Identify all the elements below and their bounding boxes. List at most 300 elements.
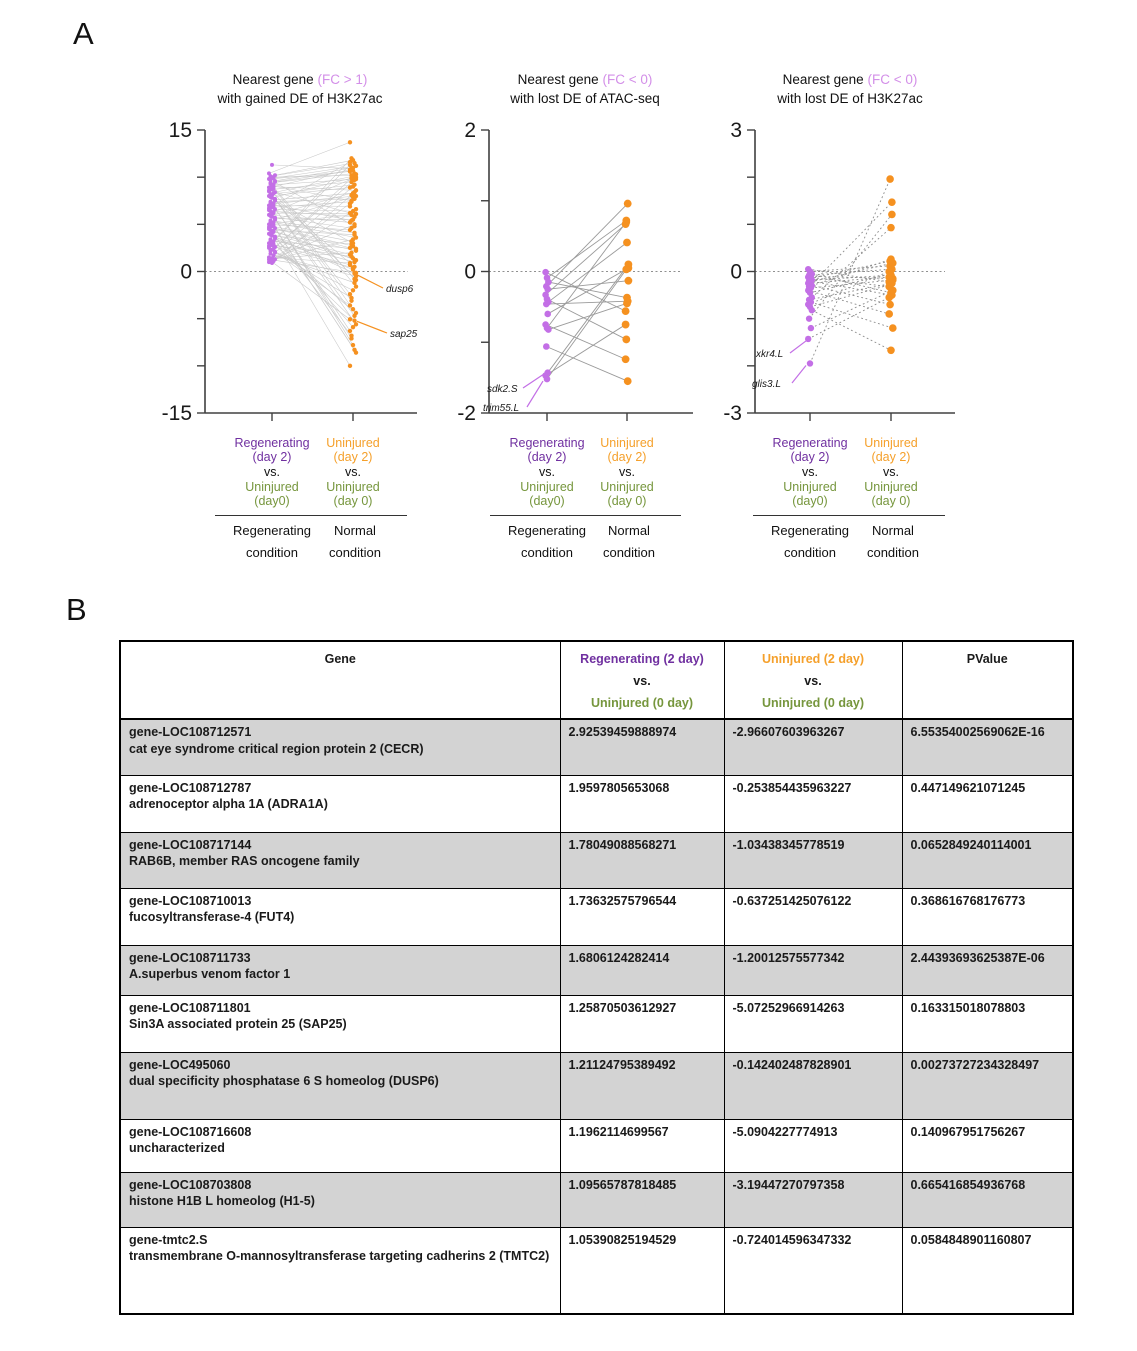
uninjured-point xyxy=(885,268,893,276)
regenerating-points xyxy=(805,266,815,367)
regenerating-point xyxy=(267,244,271,248)
regenerating-point xyxy=(544,376,551,383)
regenerating-value: 1.1962114699567 xyxy=(560,1119,724,1172)
gene-description: fucosyltransferase-4 (FUT4) xyxy=(129,910,295,924)
plot-title-fc: (FC < 0) xyxy=(867,72,918,87)
y-tick-label: 0 xyxy=(464,260,476,284)
gene-description: cat eye syndrome critical region protein 2 (CECR) xyxy=(129,741,424,756)
regenerating-point xyxy=(808,325,814,331)
label-vs: vs. xyxy=(539,465,555,479)
gene-cell xyxy=(120,832,560,888)
uninjured-point xyxy=(885,310,893,318)
uninjured-point xyxy=(348,292,352,296)
regenerating-value: 1.9597805653068 xyxy=(560,775,724,832)
label-day0: (day 0) xyxy=(871,493,911,508)
connector-line xyxy=(808,297,889,339)
uninjured-value: -0.724014596347332 xyxy=(724,1227,902,1314)
table-row xyxy=(120,1227,1073,1314)
table-row xyxy=(120,945,1073,995)
pvalue-value: 0.00273727234328497 xyxy=(902,1052,1073,1119)
uninjured-point xyxy=(354,350,358,354)
uninjured-point xyxy=(348,211,352,215)
label-day2: (day 2) xyxy=(790,449,830,464)
table-row xyxy=(120,775,1073,832)
annotation-leader-line xyxy=(527,381,543,407)
uninjured-point xyxy=(622,336,630,344)
y-tick-label: 2 xyxy=(464,120,476,142)
connector-line xyxy=(547,221,626,278)
uninjured-point xyxy=(622,321,630,329)
uninjured-point xyxy=(354,311,358,315)
uninjured-point xyxy=(886,175,894,183)
connector-line xyxy=(547,269,626,379)
uninjured-point xyxy=(354,278,358,282)
x-axis-labels xyxy=(435,437,735,513)
uninjured-point xyxy=(349,199,353,203)
label-vs: vs. xyxy=(802,465,818,479)
normal-condition-label: Normal condition xyxy=(303,515,407,564)
gene-id: gene-LOC108712571 xyxy=(129,725,252,739)
connector-line xyxy=(809,202,892,286)
uninjured-point xyxy=(886,301,894,309)
uninjured-point xyxy=(889,324,897,332)
regenerating-point xyxy=(542,269,549,276)
gene-cell xyxy=(120,719,560,775)
regenerating-point xyxy=(273,236,277,240)
regenerating-value: 2.92539459888974 xyxy=(560,719,724,775)
regenerating-value: 1.73632575796544 xyxy=(560,888,724,945)
uninjured-point xyxy=(348,261,352,265)
uninjured-point xyxy=(354,175,358,179)
header-pvalue: PValue xyxy=(902,641,1073,719)
plot-atac-lost xyxy=(435,62,735,592)
connector-line xyxy=(811,290,893,328)
annotation-leader-line xyxy=(357,275,383,288)
regenerating-point xyxy=(272,258,276,262)
gene-description: histone H1B L homeolog (H1-5) xyxy=(129,1194,315,1208)
plot-title xyxy=(700,70,1000,108)
annotation-leader-line xyxy=(357,321,387,333)
uninjured-comparison-label xyxy=(843,437,939,508)
gene-cell xyxy=(120,888,560,945)
regenerating-point xyxy=(267,206,271,210)
gene-id: gene-LOC108711801 xyxy=(129,1000,251,1015)
regenerating-point xyxy=(267,258,271,262)
pvalue-value: 0.368616768176773 xyxy=(902,888,1073,945)
gene-description: adrenoceptor alpha 1A (ADRA1A) xyxy=(129,797,328,811)
connector-line xyxy=(271,235,355,274)
plot-title-line2: with lost DE of ATAC-seq xyxy=(510,91,660,106)
gene-description: A.superbus venom factor 1 xyxy=(129,967,291,981)
uninjured-point xyxy=(354,284,358,288)
gene-annotations xyxy=(357,275,418,340)
gene-cell xyxy=(120,1172,560,1227)
regenerating-point xyxy=(270,240,274,244)
uninjured-points xyxy=(885,175,896,354)
regenerating-point xyxy=(545,326,552,333)
uninjured-value: -0.142402487828901 xyxy=(724,1052,902,1119)
header-gene: Gene xyxy=(120,641,560,719)
uninjured-point xyxy=(623,299,631,307)
uninjured-point xyxy=(348,160,352,164)
table-row xyxy=(120,1172,1073,1227)
regenerating-point xyxy=(544,311,551,318)
uninjured-point xyxy=(354,271,358,275)
gene-description: uncharacterized xyxy=(129,1141,225,1155)
gene-annotations xyxy=(752,341,806,390)
label-vs: vs. xyxy=(619,465,635,479)
gene-description: RAB6B, member RAS oncogene family xyxy=(129,854,360,868)
uninjured-point xyxy=(889,287,897,295)
uninjured-point xyxy=(348,140,352,144)
annotation-gene-label: dusp6 xyxy=(386,284,414,295)
header-uninjured-0day: Uninjured (0 day) xyxy=(590,696,694,710)
regenerating-condition-label: Regenerating condition xyxy=(490,515,604,564)
connector-line xyxy=(811,302,893,328)
uninjured-point xyxy=(351,241,355,245)
uninjured-comparison-label xyxy=(579,437,675,508)
gene-cell xyxy=(120,945,560,995)
regenerating-point xyxy=(269,178,273,182)
uninjured-point xyxy=(349,250,353,254)
uninjured-value: -5.07252966914263 xyxy=(724,995,902,1052)
connector-line xyxy=(546,301,627,304)
connector-line xyxy=(811,263,893,282)
regenerating-point xyxy=(807,360,813,366)
plot-title xyxy=(150,70,450,108)
plot-h3k27ac-lost xyxy=(700,62,1000,592)
plot-title-fc: (FC > 1) xyxy=(317,72,368,87)
plot-title xyxy=(435,70,735,108)
regenerating-point xyxy=(272,247,276,251)
header-uninjured-vs-uninjured xyxy=(724,641,902,719)
uninjured-point xyxy=(887,346,895,354)
gene-id: gene-LOC108717144 xyxy=(129,837,252,852)
regenerating-point xyxy=(543,301,550,308)
regenerating-value: 1.05390825194529 xyxy=(560,1227,724,1314)
uninjured-point xyxy=(351,325,355,329)
regenerating-point xyxy=(269,233,273,237)
table-row xyxy=(120,888,1073,945)
uninjured-point xyxy=(351,343,355,347)
label-vs: vs. xyxy=(883,465,899,479)
pvalue-value: 6.55354002569062E-16 xyxy=(902,719,1073,775)
y-tick-label: 0 xyxy=(180,260,192,284)
table-row xyxy=(120,1052,1073,1119)
y-tick-label: -15 xyxy=(161,402,192,425)
connector-line xyxy=(547,299,626,339)
uninjured-point xyxy=(348,303,352,307)
regenerating-point xyxy=(809,307,815,313)
connector-lines xyxy=(546,204,629,382)
uninjured-point xyxy=(354,212,358,216)
uninjured-point xyxy=(354,247,358,251)
uninjured-point xyxy=(349,296,353,300)
regenerating-value: 1.09565787818485 xyxy=(560,1172,724,1227)
regenerating-value: 1.6806124282414 xyxy=(560,945,724,995)
panel-a-label: A xyxy=(73,16,94,51)
pvalue-value: 0.447149621071245 xyxy=(902,775,1073,832)
connector-line xyxy=(269,229,350,366)
label-day2: (day 2) xyxy=(871,449,911,464)
y-tick-label: -2 xyxy=(457,402,476,425)
label-day0: (day0) xyxy=(792,493,828,508)
panel-b-label: B xyxy=(66,592,87,627)
gene-cell xyxy=(120,1119,560,1172)
gene-cell xyxy=(120,775,560,832)
regenerating-value: 1.78049088568271 xyxy=(560,832,724,888)
table-row xyxy=(120,832,1073,888)
uninjured-point xyxy=(351,184,355,188)
uninjured-point xyxy=(351,168,355,172)
uninjured-point xyxy=(888,211,896,219)
uninjured-point xyxy=(622,307,630,315)
uninjured-point xyxy=(349,333,353,337)
plot-title-main: Nearest gene xyxy=(232,72,318,87)
regenerating-point xyxy=(273,218,277,222)
uninjured-point xyxy=(623,239,631,247)
uninjured-value: -1.03438345778519 xyxy=(724,832,902,888)
connector-line xyxy=(811,280,893,288)
annotation-gene-label: glis3.L xyxy=(752,379,781,390)
label-regenerating: Regenerating xyxy=(234,436,310,450)
gene-description: transmembrane O-mannosyltransferase targeting cadherins 2 (TMTC2) xyxy=(129,1249,550,1263)
regenerating-point xyxy=(272,229,276,233)
connector-line xyxy=(548,264,629,372)
plot-title-line2: with lost DE of H3K27ac xyxy=(777,91,923,106)
uninjured-point xyxy=(622,218,630,226)
uninjured-point xyxy=(348,246,352,250)
label-uninjured: Uninjured xyxy=(600,436,654,450)
label-day2: (day 2) xyxy=(607,449,647,464)
uninjured-point xyxy=(351,237,355,241)
connector-line xyxy=(812,228,891,298)
connector-line xyxy=(812,310,891,350)
regenerating-point xyxy=(272,210,276,214)
plot-title-main: Nearest gene xyxy=(782,72,868,87)
normal-condition-label: Normal condition xyxy=(577,515,681,564)
label-regenerating: Regenerating xyxy=(509,436,585,450)
label-day0: (day0) xyxy=(529,493,565,508)
table-row xyxy=(120,1119,1073,1172)
regenerating-condition-label: Regenerating condition xyxy=(753,515,867,564)
uninjured-point xyxy=(352,190,356,194)
regenerating-points xyxy=(542,269,551,382)
gene-id: gene-LOC495060 xyxy=(129,1057,231,1072)
uninjured-point xyxy=(885,294,893,302)
regenerating-point xyxy=(269,214,273,218)
pvalue-value: 0.140967951756267 xyxy=(902,1119,1073,1172)
pvalue-value: 0.665416854936768 xyxy=(902,1172,1073,1227)
axes xyxy=(457,120,693,425)
annotation-leader-line xyxy=(790,341,806,353)
uninjured-point xyxy=(622,355,630,363)
connector-line xyxy=(275,160,353,175)
uninjured-point xyxy=(622,265,630,273)
uninjured-point xyxy=(349,156,353,160)
table-header-row xyxy=(120,641,1073,719)
label-regenerating: Regenerating xyxy=(772,436,848,450)
label-day2: (day 2) xyxy=(527,449,567,464)
plot-title-line2: with gained DE of H3K27ac xyxy=(217,91,383,106)
uninjured-point xyxy=(348,364,352,368)
gene-cell xyxy=(120,1227,560,1314)
regenerating-point xyxy=(270,221,274,225)
connector-line xyxy=(812,259,891,285)
connector-line xyxy=(547,222,626,328)
regenerating-point xyxy=(544,286,551,293)
label-uninjured: Uninjured xyxy=(326,480,380,494)
regenerating-point xyxy=(269,195,273,199)
uninjured-value: -5.0904227774913 xyxy=(724,1119,902,1172)
header-vs: vs. xyxy=(633,674,651,688)
gene-cell xyxy=(120,995,560,1052)
regenerating-value: 1.21124795389492 xyxy=(560,1052,724,1119)
uninjured-point xyxy=(352,224,356,228)
header-uninjured-2day: Uninjured (2 day) xyxy=(761,652,865,666)
uninjured-point xyxy=(352,318,356,322)
plot-h3k27ac-gained xyxy=(150,62,450,592)
regenerating-point xyxy=(273,251,277,255)
regenerating-point xyxy=(267,188,271,192)
uninjured-point xyxy=(888,198,896,206)
normal-condition-label: Normal condition xyxy=(841,515,945,564)
pvalue-value: 0.0652849240114001 xyxy=(902,832,1073,888)
uninjured-points xyxy=(622,200,633,385)
uninjured-point xyxy=(354,258,358,262)
regenerating-point xyxy=(270,184,274,188)
label-uninjured: Uninjured xyxy=(783,480,837,494)
label-uninjured: Uninjured xyxy=(520,480,574,494)
gene-description: Sin3A associated protein 25 (SAP25) xyxy=(129,1017,347,1031)
y-tick-label: -3 xyxy=(723,402,742,425)
annotation-leader-line xyxy=(792,365,806,383)
gene-id: gene-LOC108712787 xyxy=(129,780,252,795)
label-uninjured: Uninjured xyxy=(245,480,299,494)
regenerating-point xyxy=(270,203,274,207)
uninjured-point xyxy=(352,233,356,237)
connector-line xyxy=(809,283,892,300)
uninjured-point xyxy=(352,265,356,269)
uninjured-point xyxy=(625,277,633,285)
uninjured-point xyxy=(887,255,895,263)
regenerating-point xyxy=(273,199,277,203)
label-day0: (day 0) xyxy=(607,493,647,508)
uninjured-value: -2.96607603963267 xyxy=(724,719,902,775)
annotation-gene-label: sap25 xyxy=(390,329,418,340)
header-regenerating-2day: Regenerating (2 day) xyxy=(580,652,704,666)
label-uninjured: Uninjured xyxy=(600,480,654,494)
pvalue-value: 0.163315018078803 xyxy=(902,995,1073,1052)
label-day0: (day 0) xyxy=(333,493,373,508)
plot-title-fc: (FC < 0) xyxy=(602,72,653,87)
uninjured-point xyxy=(349,218,353,222)
paired-dot-plot-canvas xyxy=(700,120,1000,432)
connector-line xyxy=(271,185,355,194)
header-vs: vs. xyxy=(804,674,822,688)
uninjured-point xyxy=(354,207,358,211)
uninjured-comparison-label xyxy=(305,437,401,508)
connector-line xyxy=(546,325,626,360)
uninjured-point xyxy=(351,307,355,311)
table-row xyxy=(120,995,1073,1052)
paired-dot-plot-canvas xyxy=(150,120,450,432)
label-uninjured: Uninjured xyxy=(326,436,380,450)
annotation-gene-label: trim55.L xyxy=(483,403,520,414)
plot-title-main: Nearest gene xyxy=(517,72,603,87)
paired-dot-plot-canvas xyxy=(435,120,735,432)
x-axis-labels xyxy=(150,437,450,513)
uninjured-point xyxy=(624,377,632,385)
regenerating-point xyxy=(806,315,812,321)
uninjured-point xyxy=(348,228,352,232)
annotation-gene-label: sdk2.S xyxy=(487,384,518,395)
annotation-gene-label: xkr4.L xyxy=(756,349,784,360)
gene-cell xyxy=(120,1052,560,1119)
header-regenerating-vs-uninjured xyxy=(560,641,724,719)
uninjured-point xyxy=(351,195,355,199)
label-uninjured: Uninjured xyxy=(864,480,918,494)
gene-id: gene-LOC108710013 xyxy=(129,893,252,908)
gene-table xyxy=(119,640,1074,1315)
uninjured-value: -3.19447270797358 xyxy=(724,1172,902,1227)
y-tick-label: 3 xyxy=(730,120,742,142)
uninjured-point xyxy=(887,224,895,232)
header-uninjured-0day: Uninjured (0 day) xyxy=(761,696,865,710)
connector-line xyxy=(546,272,626,311)
y-tick-label: 0 xyxy=(730,260,742,284)
regenerating-point xyxy=(272,191,276,195)
uninjured-value: -0.253854435963227 xyxy=(724,775,902,832)
connector-lines xyxy=(269,142,356,366)
gene-id: gene-LOC108703808 xyxy=(129,1177,252,1192)
pvalue-value: 2.44393693625387E-06 xyxy=(902,945,1073,995)
connector-line xyxy=(546,325,626,376)
regenerating-point xyxy=(273,180,277,184)
regenerating-point xyxy=(543,343,550,350)
uninjured-point xyxy=(348,317,352,321)
gene-id: gene-tmtc2.S xyxy=(129,1232,208,1247)
uninjured-point xyxy=(348,329,352,333)
uninjured-point xyxy=(624,200,632,208)
uninjured-point xyxy=(349,254,353,258)
uninjured-points xyxy=(348,140,358,368)
y-tick-label: 15 xyxy=(168,120,192,142)
uninjured-value: -0.637251425076122 xyxy=(724,888,902,945)
uninjured-point xyxy=(351,288,355,292)
regenerating-point xyxy=(267,225,271,229)
connector-line xyxy=(274,225,357,352)
label-vs: vs. xyxy=(264,465,280,479)
uninjured-value: -1.20012575577342 xyxy=(724,945,902,995)
gene-id: gene-LOC108711733 xyxy=(129,950,251,965)
label-day2: (day 2) xyxy=(333,449,373,464)
x-axis-labels xyxy=(700,437,1000,513)
pvalue-value: 0.0584848901160807 xyxy=(902,1227,1073,1314)
label-vs: vs. xyxy=(345,465,361,479)
regenerating-point xyxy=(270,163,274,167)
regenerating-value: 1.25870503612927 xyxy=(560,995,724,1052)
gene-id: gene-LOC108716608 xyxy=(129,1124,252,1139)
label-uninjured: Uninjured xyxy=(864,436,918,450)
connector-line xyxy=(275,168,353,181)
label-day0: (day0) xyxy=(254,493,290,508)
gene-annotations xyxy=(483,375,543,414)
regenerating-condition-label: Regenerating condition xyxy=(215,515,329,564)
table-row xyxy=(120,719,1073,775)
gene-description: dual specificity phosphatase 6 S homeolog (DUSP6) xyxy=(129,1074,439,1088)
label-day2: (day 2) xyxy=(252,449,292,464)
